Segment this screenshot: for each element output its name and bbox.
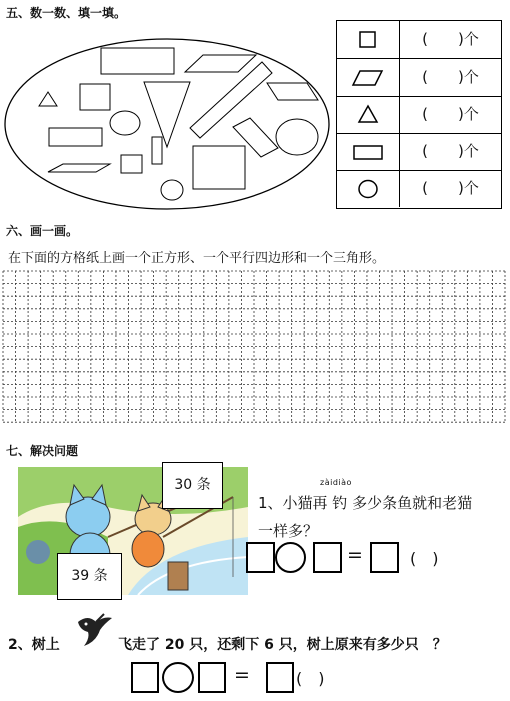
bird-icon [74,612,114,650]
answer-box[interactable] [246,542,275,573]
operator-circle[interactable] [275,542,306,573]
answer-box[interactable] [198,662,226,693]
equals-sign: = [347,544,363,566]
section-5-title: 五、数一数、填一填。 [6,6,127,20]
problem-2-text: 飞走了 20 只，还剩下 6 只，树上原来有多少只 ？ [118,637,447,653]
triangle-icon [358,105,378,123]
section-7-title: 七、解决问题 [6,444,79,458]
section-6-title: 六、画一画。 [6,224,79,238]
count-row [337,133,501,171]
answer-box[interactable] [370,542,399,573]
parallelogram-icon [353,70,383,86]
drawing-grid[interactable] [0,267,510,427]
circle-icon [357,179,379,199]
count-row [337,21,501,59]
rectangle-icon [353,145,383,161]
count-blank[interactable]: ( )个 [422,179,479,197]
unit-paren[interactable]: ( ) [410,549,439,568]
problem-2-prefix: 2、树上 [8,637,60,653]
answer-box[interactable] [313,542,342,573]
problem-1-line-2: 一样多？ [258,522,319,540]
pinyin-annotation: zàidiào [320,478,352,487]
count-table [336,20,502,209]
problem-1-line-1: 1、小猫再 钓 多少条鱼就和老猫 [258,494,473,512]
label-39-fish: 39 条 [57,553,122,600]
count-row [337,96,501,134]
count-blank[interactable]: ( )个 [422,105,479,123]
equals-sign: = [234,664,250,686]
shapes-ellipse [0,0,340,215]
answer-box[interactable] [131,662,159,693]
square-icon [359,31,377,49]
count-blank[interactable]: ( )个 [422,68,479,86]
label-30-fish: 30 条 [162,462,223,509]
count-row [337,59,501,97]
count-row [337,170,501,207]
operator-circle[interactable] [162,662,194,693]
count-blank[interactable]: ( )个 [422,142,479,160]
section-6-instruction: 在下面的方格纸上画一个正方形、一个平行四边形和一个三角形。 [8,251,386,266]
answer-box[interactable] [266,662,294,693]
count-blank[interactable]: ( )个 [422,30,479,48]
unit-paren[interactable]: ( ) [296,669,325,688]
